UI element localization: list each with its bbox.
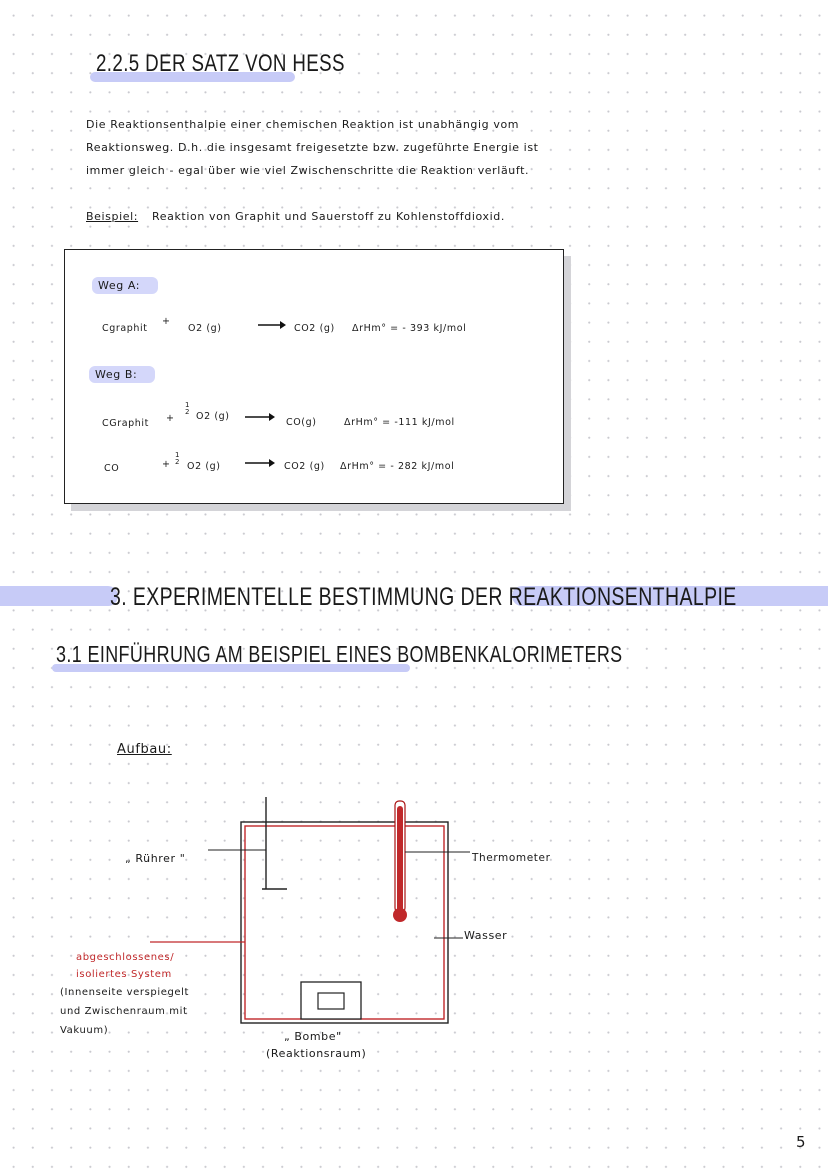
eq2-reactant1: CGraphit — [102, 418, 149, 429]
example-label: Beispiel: — [86, 210, 139, 223]
bombe-label: „ Bombe" — [284, 1030, 342, 1043]
eq3-reactant2: O2 (g) — [187, 461, 221, 472]
weg-a-label: Weg A: — [98, 279, 141, 292]
ruehrer-label: „ Rührer " — [125, 852, 186, 865]
eq1-reactant1: Cgraphit — [102, 323, 148, 334]
paragraph-line-1: Die Reaktionsenthalpie einer chemischen Reaktion ist unabhängig vom — [86, 118, 520, 131]
page-number: 5 — [796, 1133, 806, 1151]
section-heading-225: 2.2.5 DER SATZ VON HESS — [96, 50, 345, 77]
eq2-reactant2: O2 (g) — [196, 411, 230, 422]
eq3-plus: + — [162, 459, 171, 470]
eq1-enthalpy: ΔrHm° = - 393 kJ/mol — [352, 323, 467, 334]
reaktionsraum-label: (Reaktionsraum) — [266, 1047, 367, 1060]
system-label-red-2: isoliertes System — [76, 969, 172, 980]
thermometer-label: Thermometer — [472, 852, 551, 864]
eq1-product: CO2 (g) — [294, 323, 335, 334]
eq2-frac-num: 1 — [185, 401, 190, 409]
eq2-enthalpy: ΔrHm° = -111 kJ/mol — [344, 417, 455, 428]
eq3-enthalpy: ΔrHm° = - 282 kJ/mol — [340, 461, 455, 472]
section-heading-3: 3. EXPERIMENTELLE BESTIMMUNG DER REAKTIONSENTHALPIE — [110, 583, 737, 611]
eq2-plus: + — [166, 413, 175, 424]
system-label-black-3: Vakuum) — [60, 1025, 109, 1036]
section-heading-31: 3.1 EINFÜHRUNG AM BEISPIEL EINES BOMBENKALORIMETERS — [56, 641, 623, 667]
paragraph-line-3: immer gleich - egal über wie viel Zwischenschritte die Reaktion verläuft. — [86, 164, 530, 177]
paragraph-line-2: Reaktionsweg. D.h. die insgesamt freigesetzte bzw. zugeführte Energie ist — [86, 141, 539, 154]
eq1-reactant2: O2 (g) — [188, 323, 222, 334]
wasser-label: Wasser — [464, 929, 508, 942]
system-label-black-2: und Zwischenraum mit — [60, 1006, 188, 1017]
eq3-product: CO2 (g) — [284, 461, 325, 472]
thermometer-bulb — [393, 908, 407, 922]
aufbau-label: Aufbau: — [117, 742, 172, 757]
example-text: Reaktion von Graphit und Sauerstoff zu Kohlenstoffdioxid. — [152, 210, 505, 223]
system-label-red-1: abgeschlossenes/ — [76, 952, 175, 963]
system-label-black-1: (Innenseite verspiegelt — [60, 987, 190, 998]
eq1-plus: + — [162, 316, 171, 327]
eq3-frac-den: 2 — [175, 458, 180, 466]
bomb-outer — [301, 982, 361, 1019]
weg-b-label: Weg B: — [95, 368, 138, 381]
eq2-frac-den: 2 — [185, 408, 190, 416]
eq3-frac-num: 1 — [175, 451, 180, 459]
thermometer-fill — [397, 806, 403, 912]
eq3-reactant1: CO — [104, 463, 120, 474]
eq2-product: CO(g) — [286, 417, 317, 428]
